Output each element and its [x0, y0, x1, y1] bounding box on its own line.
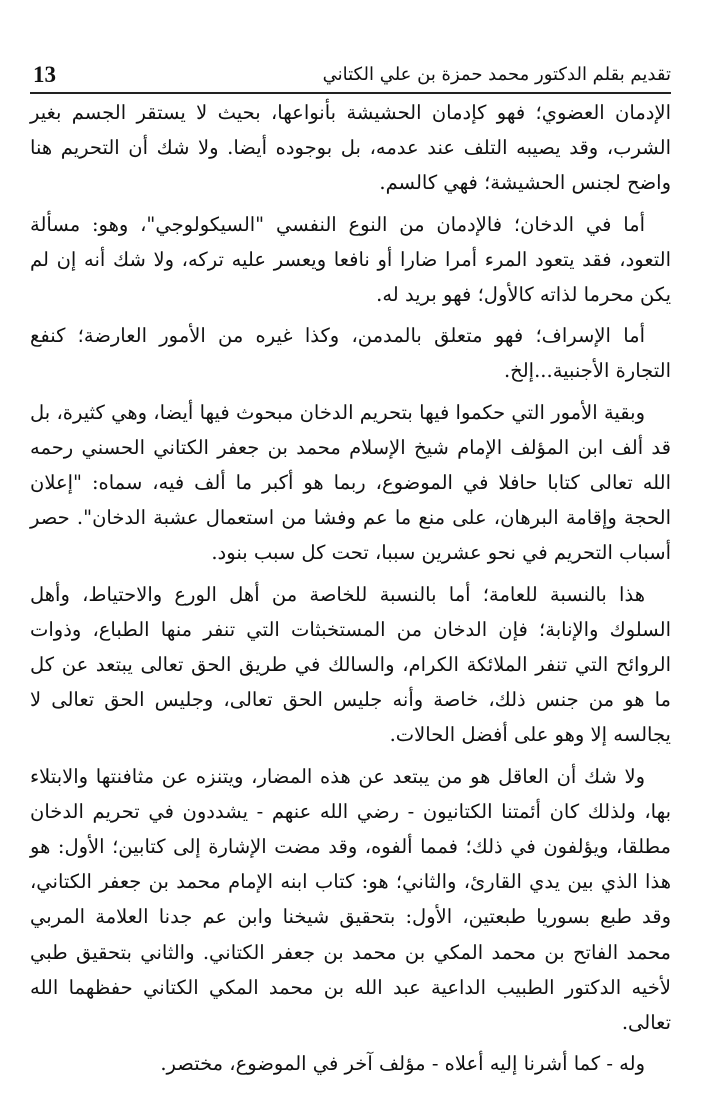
running-title: تقديم بقلم الدكتور محمد حمزة بن علي الكتاني — [322, 64, 671, 85]
paragraph: وله - كما أشرنا إليه أعلاه - مؤلف آخر في الموضوع، مختصر. — [160, 1052, 645, 1076]
body-text — [30, 95, 671, 1087]
page-number: 13 — [33, 62, 56, 87]
paragraph: أما الإسراف؛ فهو متعلق بالمدمن، وكذا غيره من الأمور العارضة؛ كنفع التجارة الأجنبية...إلخ. — [30, 324, 671, 383]
paragraph: وبقية الأمور التي حكموا فيها بتحريم الدخان مبحوث فيها أيضا، وهي كثيرة، بل قد ألف ابن المؤلف الإمام شيخ الإسلام محمد بن جعفر الكتاني الحسني رحمه الله تعالى كتابا حافلا في الموضوع، ربما هو أكبر ما ألف فيه، سماه: "إعلان الحجة وإقامة البرهان، على منع ما عم وفشا من استعمال عشبة الدخان". حصر أسباب التحريم في نحو عشرين سببا، تحت كل سبب بنود. — [30, 400, 671, 565]
paragraph: أما في الدخان؛ فالإدمان من النوع النفسي "السيكولوجي"، وهو: مسألة التعود، فقد يتعود المرء أمرا ضارا أو نافعا ويعسر عليه تركه، ولا شك أنه إن لم يكن محرما لذاته كالأول؛ فهو بريد له. — [30, 212, 671, 307]
paragraph: ولا شك أن العاقل هو من يبتعد عن هذه المضار، ويتنزه عن مثافنتها والابتلاء بها، ولذلك كان أئمتنا الكتانيون - رضي الله عنهم - يشددون في تحريم الدخان مطلقا، ويؤلفون في ذلك؛ فمما ألفوه، وقد مضت الإشارة إلى كتابين؛ الأول: هو هذا الذي بين يدي القارئ، والثاني؛ هو: كتاب ابنه الإمام محمد بن جعفر الكتاني، وقد طبع بسوريا طبعتين، الأول: بتحقيق شيخنا وابن عم جدنا العلامة المربي محمد الفاتح بن محمد المكي بن محمد بن جعفر الكتاني. والثاني بتحقيق طبي لأخيه الدكتور الطبيب الداعية عبد الله بن محمد المكي الكتاني حفظهما الله تعالى. — [30, 764, 671, 1035]
page-header — [30, 56, 671, 92]
paragraph: الإدمان العضوي؛ فهو كإدمان الحشيشة بأنواعها، بحيث لا يستقر الجسم بغير الشرب، وقد يصيبه التلف عند عدمه، بل بوجوده أيضا. ولا شك أن التحريم هنا واضح لجنس الحشيشة؛ فهي كالسم. — [30, 101, 671, 195]
header-divider — [30, 92, 671, 94]
paragraph: هذا بالنسبة للعامة؛ أما بالنسبة للخاصة من أهل الورع والاحتياط، وأهل السلوك والإنابة؛ فإن الدخان من المستخبثات التي تنفر منها الطباع، وذوات الروائح التي تنفر الملائكة الكرام، والسالك في طريق الحق تعالى يبتعد عن كل ما هو من جنس ذلك، خاصة وأنه جليس الحق تعالى، وجليس الحق تعالى لا يجالسه إلا وهو على أفضل الحالات. — [30, 582, 671, 747]
